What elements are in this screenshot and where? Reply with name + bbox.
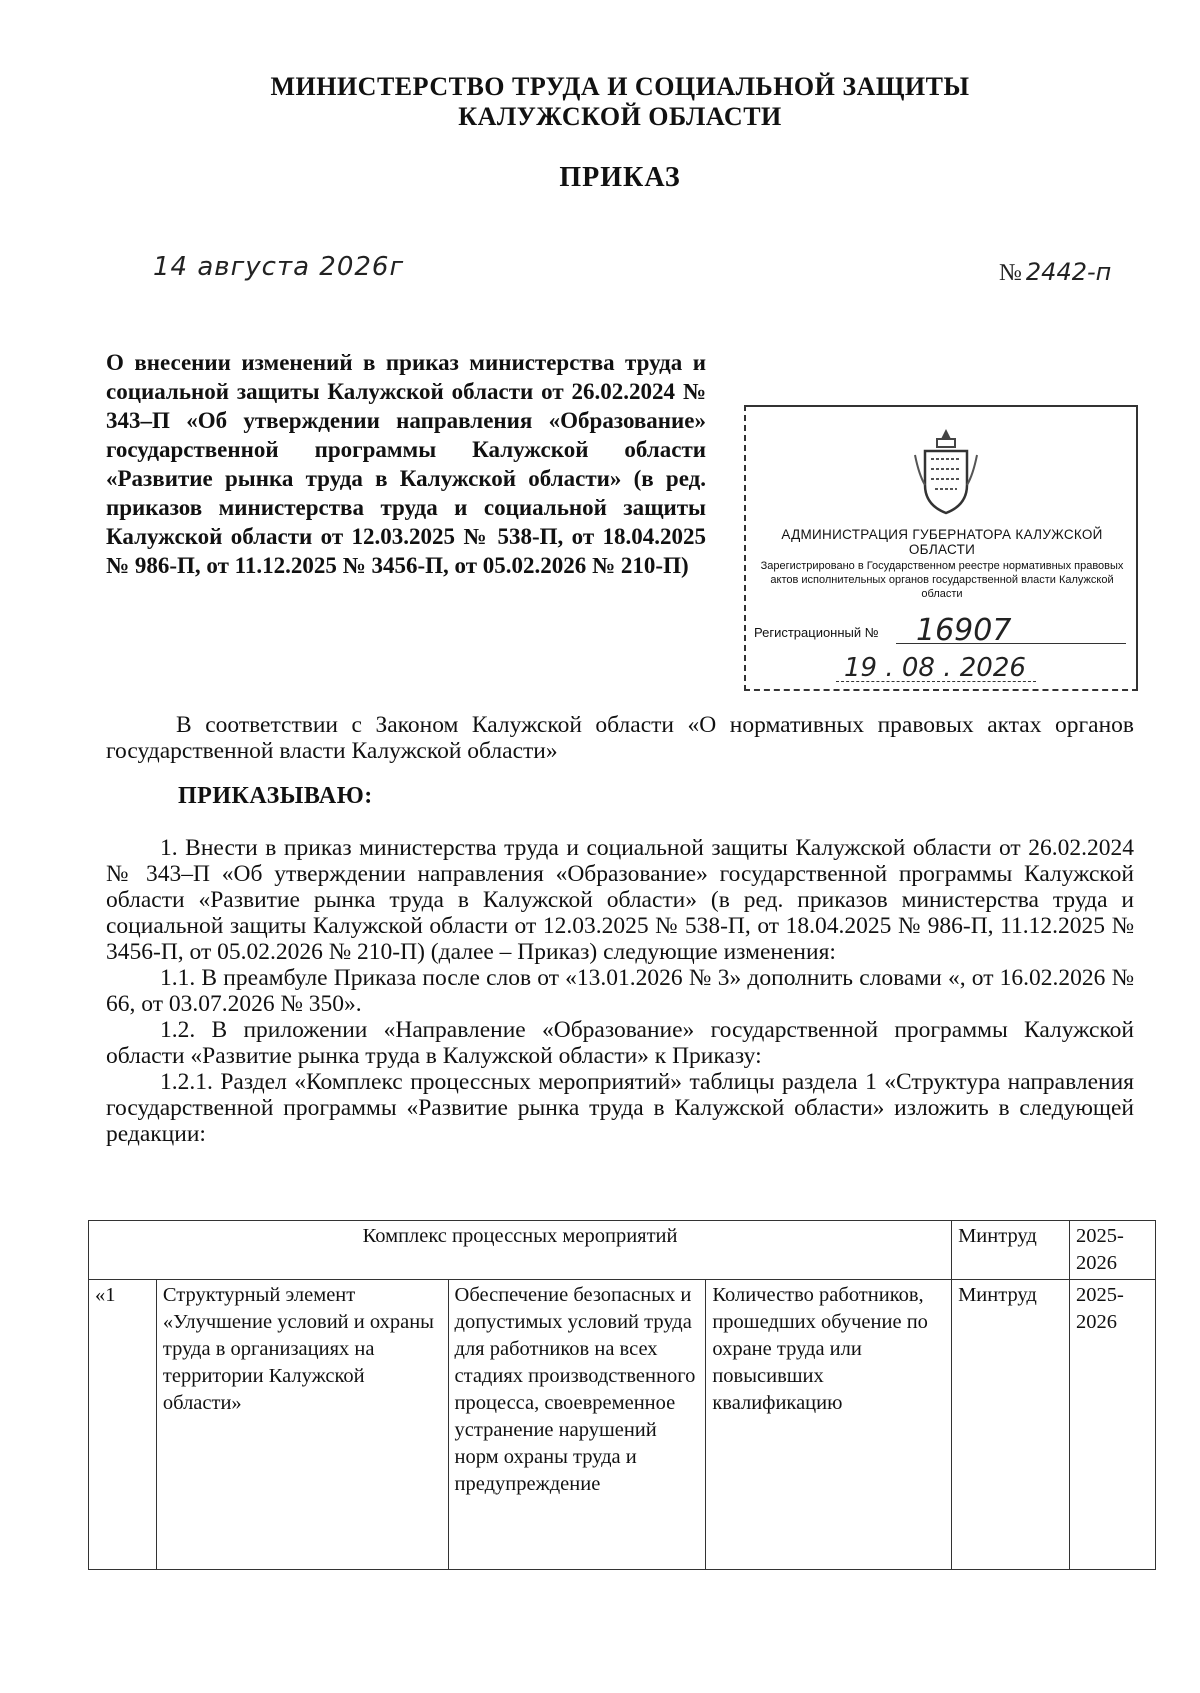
paragraph-1-1: 1.1. В преамбуле Приказа после слов от «13.01.2026 № 3» дополнить словами «, от 16.02.2026 № 66, от 03.07.2026 № 350». (106, 965, 1134, 1017)
order-date: 14 августа 2026г (153, 252, 405, 282)
coat-of-arms-icon (911, 425, 981, 515)
activities-table (88, 1220, 1156, 1570)
table-header-org: Минтруд (952, 1221, 1070, 1280)
number-label: № (999, 260, 1022, 286)
table-header-period: 2025-2026 (1070, 1221, 1156, 1280)
table-row (89, 1280, 1156, 1570)
table-cell-org: Минтруд (952, 1280, 1070, 1570)
number-value: 2442-п (1025, 258, 1112, 286)
order-body (106, 835, 1134, 1147)
paragraph-1-2-1: 1.2.1. Раздел «Комплекс процессных мероприятий» таблицы раздела 1 «Структура направления государственной программы «Развитие рынка труда в Калужской области» изложить в следующей редакции: (106, 1069, 1134, 1147)
order-number (999, 258, 1111, 287)
stamp-reg-date: 19 . 08 . 2026 (844, 653, 1026, 683)
registration-stamp (744, 405, 1138, 691)
table-cell-num: «1 (89, 1280, 157, 1570)
table-cell-element: Структурный элемент «Улучшение условий и охраны труда в организациях на территории Калужской области» (156, 1280, 448, 1570)
stamp-title: АДМИНИСТРАЦИЯ ГУБЕРНАТОРА КАЛУЖСКОЙ ОБЛАСТИ (781, 527, 1103, 557)
table-cell-period: 2025-2026 (1070, 1280, 1156, 1570)
basis-paragraph: В соответствии с Законом Калужской области «О нормативных правовых актах органов государственной власти Калужской области» (106, 712, 1134, 764)
document-type: ПРИКАЗ (559, 162, 681, 193)
stamp-text: Зарегистрировано в Государственном реестре нормативных правовых актов исполнительных органов государственной власти Калужской области (760, 560, 1124, 600)
stamp-reg-label: Регистрационный № (754, 625, 879, 640)
order-word: ПРИКАЗЫВАЮ: (178, 783, 373, 809)
paragraph-1: 1. Внести в приказ министерства труда и социальной защиты Калужской области от 26.02.2024 № 343–П «Об утверждении направления «Образование» государственной программы Калужской области «Развитие рынка труда в Калужской области» (в ред. приказов министерства труда и социальной защиты Калужской области от 12.03.2025 № 538-П, от 18.04.2025 № 986-П, 11.12.2025 № 3456-П, от 05.02.2026 № 210-П) (далее – Приказ) следующие изменения: (106, 835, 1134, 965)
table-cell-task: Обеспечение безопасных и допустимых условий труда для работников на всех стадиях производственного процесса, своевременное устранение нарушений норм охраны труда и предупреждение (448, 1280, 706, 1570)
stamp-underline (896, 643, 1126, 644)
ministry-line-2: КАЛУЖСКОЙ ОБЛАСТИ (458, 102, 782, 131)
stamp-reg-number: 16907 (916, 613, 1012, 648)
table-header-title: Комплекс процессных мероприятий (89, 1221, 952, 1280)
ministry-name (0, 72, 1200, 132)
table-cell-indicator: Количество работников, прошедших обучение по охране труда или повысивших квалификацию (706, 1280, 952, 1570)
ministry-line-1: МИНИСТЕРСТВО ТРУДА И СОЦИАЛЬНОЙ ЗАЩИТЫ (270, 72, 970, 101)
paragraph-1-2: 1.2. В приложении «Направление «Образование» государственной программы Калужской области «Развитие рынка труда в Калужской области» к Приказу: (106, 1017, 1134, 1069)
table-header-row (89, 1221, 1156, 1280)
stamp-date-underline (836, 681, 1036, 682)
order-subject: О внесении изменений в приказ министерства труда и социальной защиты Калужской области от 26.02.2024 № 343–П «Об утверждении направления «Образование» государственной программы Калужской области «Развитие рынка труда в Калужской области» (в ред. приказов министерства труда и социальной защиты Калужской области от 12.03.2025 № 538-П, от 18.04.2025 № 986-П, от 11.12.2025 № 3456-П, от 05.02.2026 № 210-П) (106, 350, 706, 578)
